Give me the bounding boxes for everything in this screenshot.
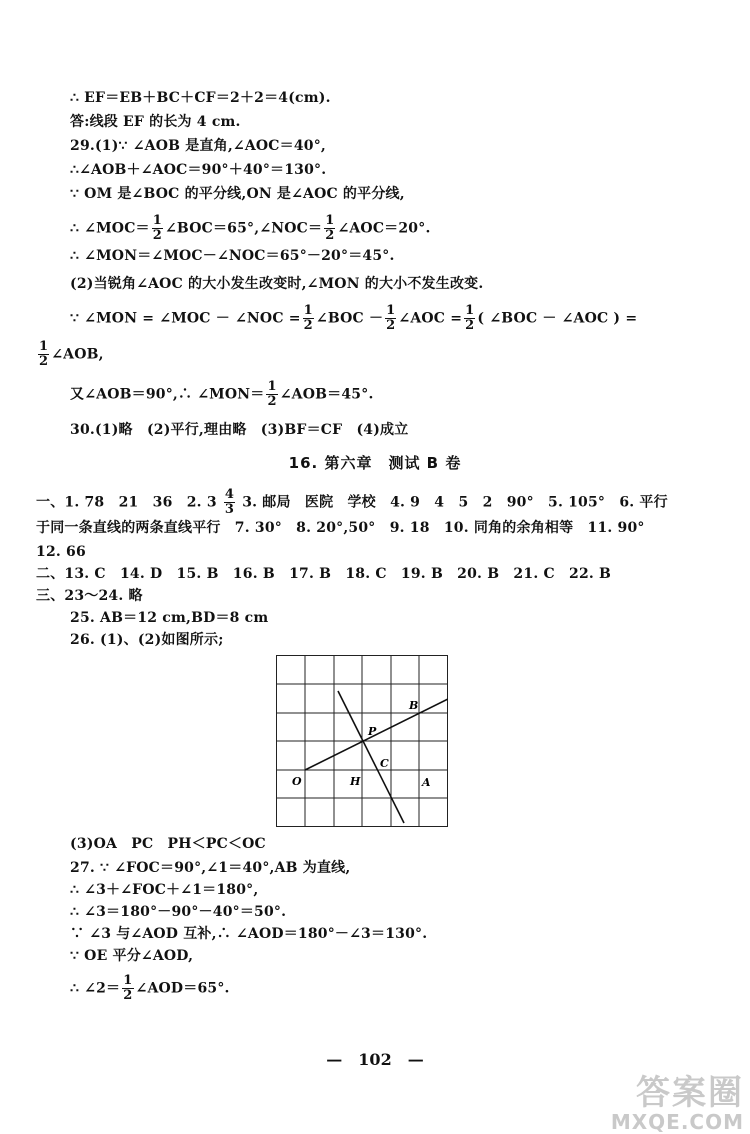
line-ph-perpendicular <box>338 691 404 823</box>
fraction-denominator: 2 <box>267 394 277 409</box>
fraction-half <box>38 340 49 369</box>
grid-figure <box>276 655 448 827</box>
text-line-10 <box>36 340 104 369</box>
text-line-12: 30.(1)略 (2)平行,理由略 (3)BF＝CF (4)成立 <box>70 422 409 438</box>
label-a: A <box>422 776 431 789</box>
fraction-half <box>385 304 396 333</box>
text-line-21: 27. ∵ ∠FOC＝90°,∠1＝40°,AB 为直线, <box>70 860 351 876</box>
text-line-14: 于同一条直线的两条直线平行 7. 30° 8. 20°,50° 9. 18 10. 同角的余角相等 11. 90° <box>36 520 645 536</box>
label-o: O <box>292 775 302 788</box>
section-title: 16. 第六章 测试 B 卷 <box>288 454 462 472</box>
line-ob <box>305 699 448 770</box>
text-segment: 3. 邮局 医院 学校 4. 9 4 5 2 90° 5. 105° 6. 平行 <box>242 494 668 511</box>
fraction-denominator: 2 <box>325 228 335 243</box>
text-line-13 <box>36 488 668 517</box>
fraction-denominator: 2 <box>123 988 133 1003</box>
text-segment: ∠BOC － <box>315 310 384 327</box>
text-line-5: ∵ OM 是∠BOC 的平分线,ON 是∠AOC 的平分线, <box>70 186 405 202</box>
fraction-denominator: 2 <box>386 318 396 333</box>
text-line-20: (3)OA PC PH＜PC＜OC <box>70 836 266 852</box>
text-line-11 <box>70 380 374 409</box>
fraction-half <box>152 214 163 243</box>
text-line-16: 二、13. C 14. D 15. B 16. B 17. B 18. C 19. B 20. B 21. C 22. B <box>36 566 612 582</box>
text-line-2: 答:线段 EF 的长为 4 cm. <box>70 114 241 130</box>
fraction-denominator: 2 <box>39 354 49 369</box>
text-line-7: ∴ ∠MON＝∠MOC－∠NOC＝65°－20°＝45°. <box>70 248 395 264</box>
watermark-logo <box>611 1075 744 1133</box>
text-segment: ∴ ∠2＝ <box>70 980 121 997</box>
text-line-19: 26. (1)、(2)如图所示; <box>70 632 224 648</box>
label-p: P <box>368 725 377 738</box>
fraction-numerator: 1 <box>303 303 313 318</box>
fraction-half <box>464 304 475 333</box>
fraction-denominator: 2 <box>465 318 475 333</box>
text-segment: ∠AOB＝45°. <box>279 386 374 403</box>
text-segment: ∠BOC＝65°,∠NOC＝ <box>165 220 323 237</box>
fraction-numerator: 1 <box>465 303 475 318</box>
fraction-four-thirds <box>224 488 235 517</box>
fraction-numerator: 1 <box>267 379 277 394</box>
text-segment: ∠AOB, <box>51 346 104 363</box>
fraction-half <box>303 304 314 333</box>
text-segment: ∵ ∠MON = ∠MOC － ∠NOC = <box>70 310 301 327</box>
fraction-half <box>324 214 335 243</box>
text-line-18: 25. AB＝12 cm,BD＝8 cm <box>70 610 269 626</box>
fraction-denominator: 2 <box>303 318 313 333</box>
text-segment: ∴ ∠MOC＝ <box>70 220 150 237</box>
fraction-numerator: 1 <box>123 973 133 988</box>
text-line-1: ∴ EF＝EB＋BC＋CF＝2＋2＝4(cm). <box>70 90 331 106</box>
text-line-26 <box>70 974 230 1003</box>
fraction-numerator: 1 <box>152 213 162 228</box>
watermark-url: MXQE.COM <box>610 1110 744 1134</box>
text-line-17: 三、23～24. 略 <box>36 588 143 604</box>
text-segment: 一、1. 78 21 36 2. 3 <box>36 494 217 511</box>
text-segment: ∠AOC = <box>398 310 463 327</box>
fraction-numerator: 1 <box>386 303 396 318</box>
fraction-half <box>122 974 133 1003</box>
label-h: H <box>350 775 361 788</box>
text-segment: ( ∠BOC － ∠AOC ) = <box>477 310 638 327</box>
fraction-denominator: 3 <box>224 502 235 517</box>
page-number: — 102 — <box>326 1050 424 1069</box>
text-line-4: ∴∠AOB＋∠AOC＝90°＋40°＝130°. <box>70 162 327 178</box>
text-line-3: 29.(1)∵ ∠AOB 是直角,∠AOC＝40°, <box>70 138 326 154</box>
text-segment: 又∠AOB＝90°,∴ ∠MON＝ <box>70 386 265 403</box>
text-line-8: (2)当锐角∠AOC 的大小发生改变时,∠MON 的大小不发生改变. <box>70 276 484 292</box>
text-segment: ∠AOC＝20°. <box>337 220 431 237</box>
fraction-half <box>266 380 277 409</box>
text-line-23: ∴ ∠3＝180°－90°－40°＝50°. <box>70 904 287 920</box>
fraction-denominator: 2 <box>152 228 162 243</box>
label-b: B <box>409 699 419 712</box>
text-line-9 <box>70 304 637 333</box>
fraction-numerator: 1 <box>39 339 49 354</box>
text-line-6 <box>70 214 431 243</box>
text-line-25: ∵ OE 平分∠AOD, <box>70 948 194 964</box>
text-segment: ∠AOD＝65°. <box>135 980 230 997</box>
text-line-22: ∴ ∠3＋∠FOC＋∠1＝180°, <box>70 882 259 898</box>
fraction-numerator: 1 <box>325 213 335 228</box>
fraction-numerator: 4 <box>224 487 235 502</box>
text-line-24: ∵ ∠3 与∠AOD 互补,∴ ∠AOD＝180°－∠3＝130°. <box>70 926 428 942</box>
label-c: C <box>380 757 389 770</box>
text-line-15: 12. 66 <box>36 544 86 560</box>
watermark-title: 答案圈 <box>636 1073 744 1113</box>
